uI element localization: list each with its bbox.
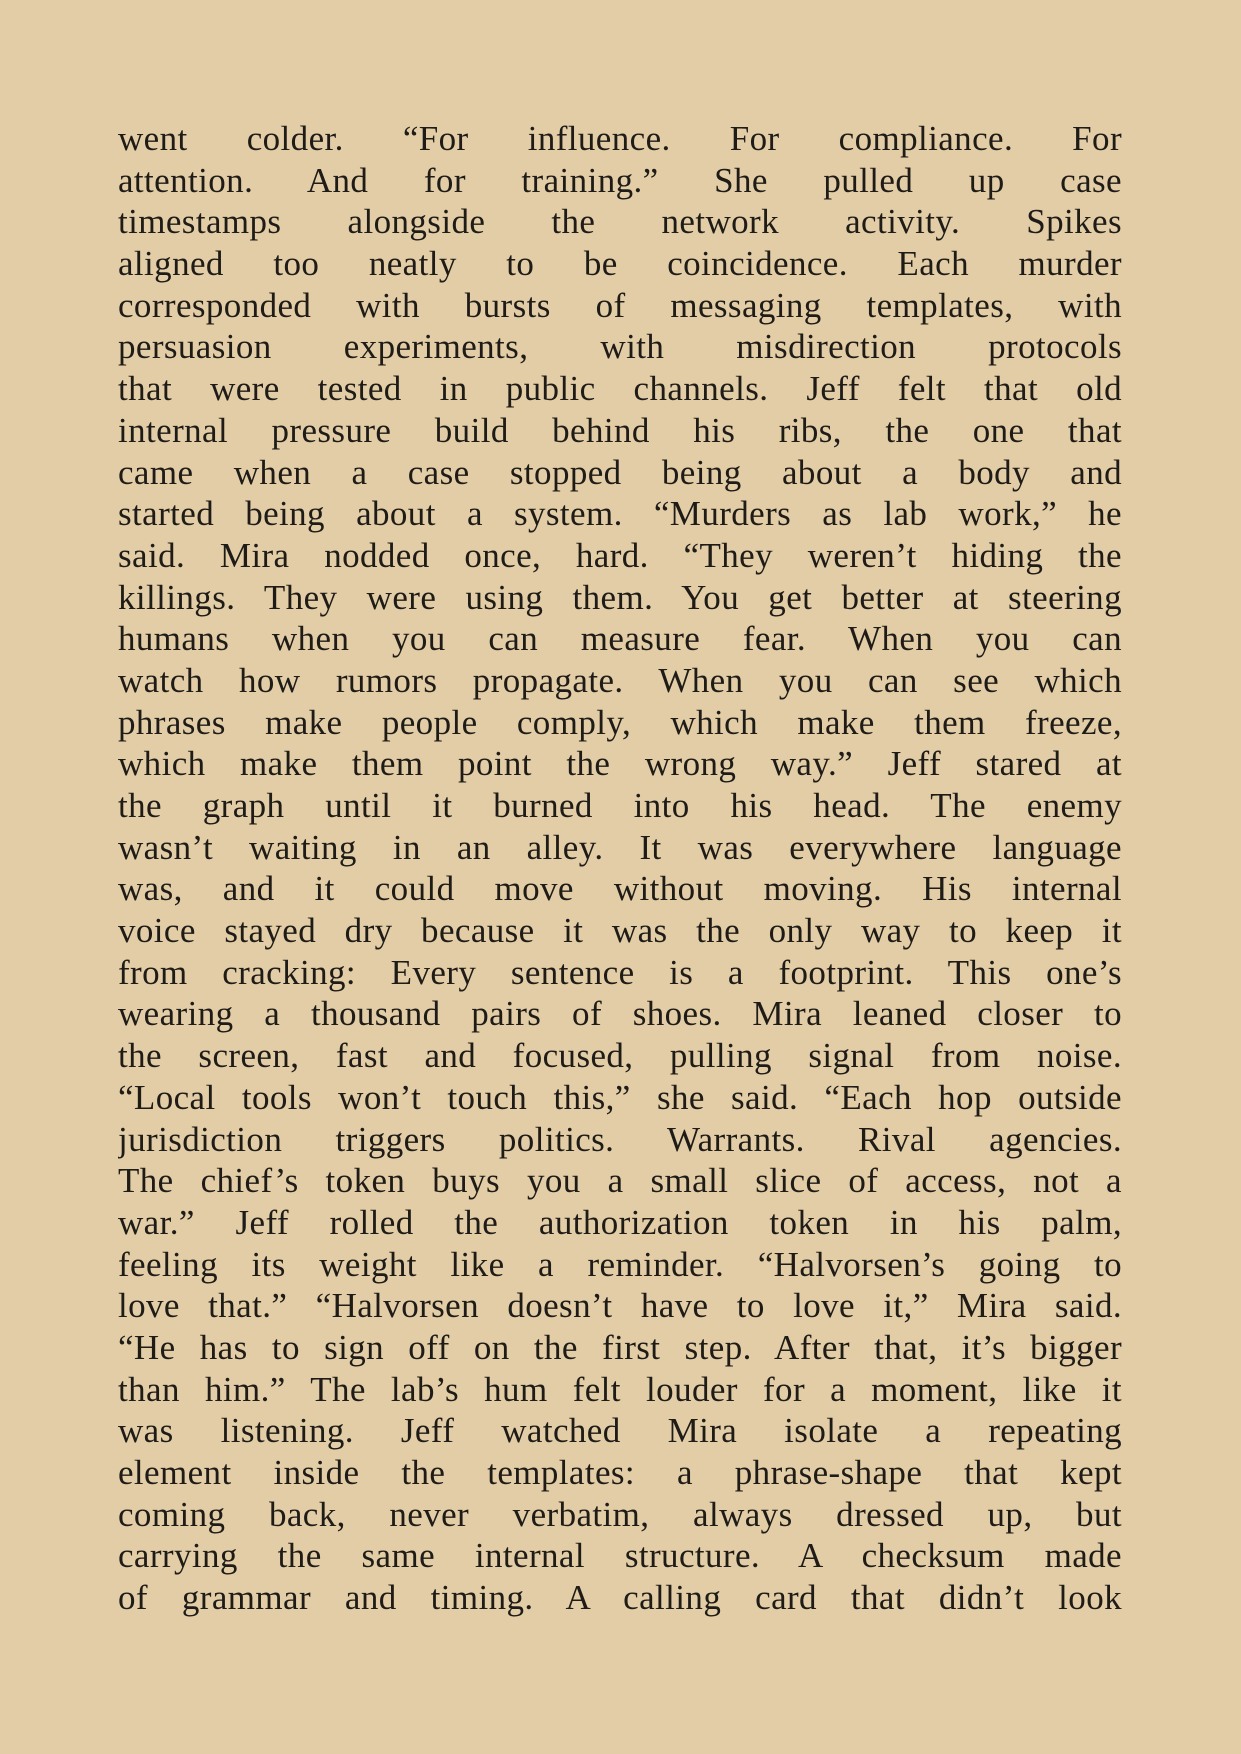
- text-line: “Local tools won’t touch this,” she said. “Each hop outside: [118, 1077, 1122, 1117]
- text-line: love that.” “Halvorsen doesn’t have to love it,” Mira said.: [118, 1286, 1122, 1326]
- text-line: internal pressure build behind his ribs, the one that: [118, 410, 1122, 450]
- text-line: of grammar and timing. A calling card that didn’t look: [118, 1578, 1122, 1618]
- body-text: [118, 118, 1122, 1619]
- text-line: war.” Jeff rolled the authorization token in his palm,: [118, 1202, 1122, 1242]
- text-line: timestamps alongside the network activity. Spikes: [118, 202, 1122, 242]
- text-line: feeling its weight like a reminder. “Halvorsen’s going to: [118, 1244, 1122, 1284]
- text-line: was listening. Jeff watched Mira isolate a repeating: [118, 1411, 1122, 1451]
- text-line: killings. They were using them. You get better at steering: [118, 577, 1122, 617]
- text-line: “He has to sign off on the first step. After that, it’s bigger: [118, 1327, 1122, 1367]
- text-line: went colder. “For influence. For compliance. For: [118, 119, 1122, 158]
- text-line: came when a case stopped being about a body and: [118, 452, 1122, 492]
- text-line: corresponded with bursts of messaging templates, with: [118, 285, 1122, 325]
- text-line: watch how rumors propagate. When you can see which: [118, 660, 1122, 700]
- text-line: wearing a thousand pairs of shoes. Mira leaned closer to: [118, 994, 1122, 1034]
- text-line: which make them point the wrong way.” Jeff stared at: [118, 744, 1122, 784]
- text-line: persuasion experiments, with misdirection protocols: [118, 327, 1122, 367]
- text-line: from cracking: Every sentence is a footprint. This one’s: [118, 952, 1122, 992]
- text-line: coming back, never verbatim, always dressed up, but: [118, 1494, 1122, 1534]
- text-line: element inside the templates: a phrase-shape that kept: [118, 1453, 1122, 1492]
- text-line: carrying the same internal structure. A checksum made: [118, 1536, 1122, 1576]
- text-line: said. Mira nodded once, hard. “They weren’t hiding the: [118, 535, 1122, 575]
- text-line: was, and it could move without moving. His internal: [118, 869, 1122, 909]
- text-line: aligned too neatly to be coincidence. Each murder: [118, 244, 1122, 284]
- text-line: that were tested in public channels. Jeff felt that old: [118, 369, 1122, 409]
- text-line: The chief’s token buys you a small slice of access, not a: [118, 1161, 1122, 1201]
- text-line: attention. And for training.” She pulled up case: [118, 160, 1122, 200]
- text-line: voice stayed dry because it was the only way to keep it: [118, 911, 1122, 951]
- text-line: wasn’t waiting in an alley. It was everywhere language: [118, 827, 1122, 867]
- text-line: than him.” The lab’s hum felt louder for a moment, like it: [118, 1369, 1122, 1409]
- text-line: phrases make people comply, which make them freeze,: [118, 702, 1122, 742]
- text-line: the graph until it burned into his head. The enemy: [118, 786, 1122, 825]
- text-line: humans when you can measure fear. When you can: [118, 619, 1122, 659]
- text-line: started being about a system. “Murders as lab work,” he: [118, 494, 1122, 534]
- text-line: jurisdiction triggers politics. Warrants. Rival agencies.: [118, 1119, 1122, 1159]
- text-line: the screen, fast and focused, pulling signal from noise.: [118, 1036, 1122, 1076]
